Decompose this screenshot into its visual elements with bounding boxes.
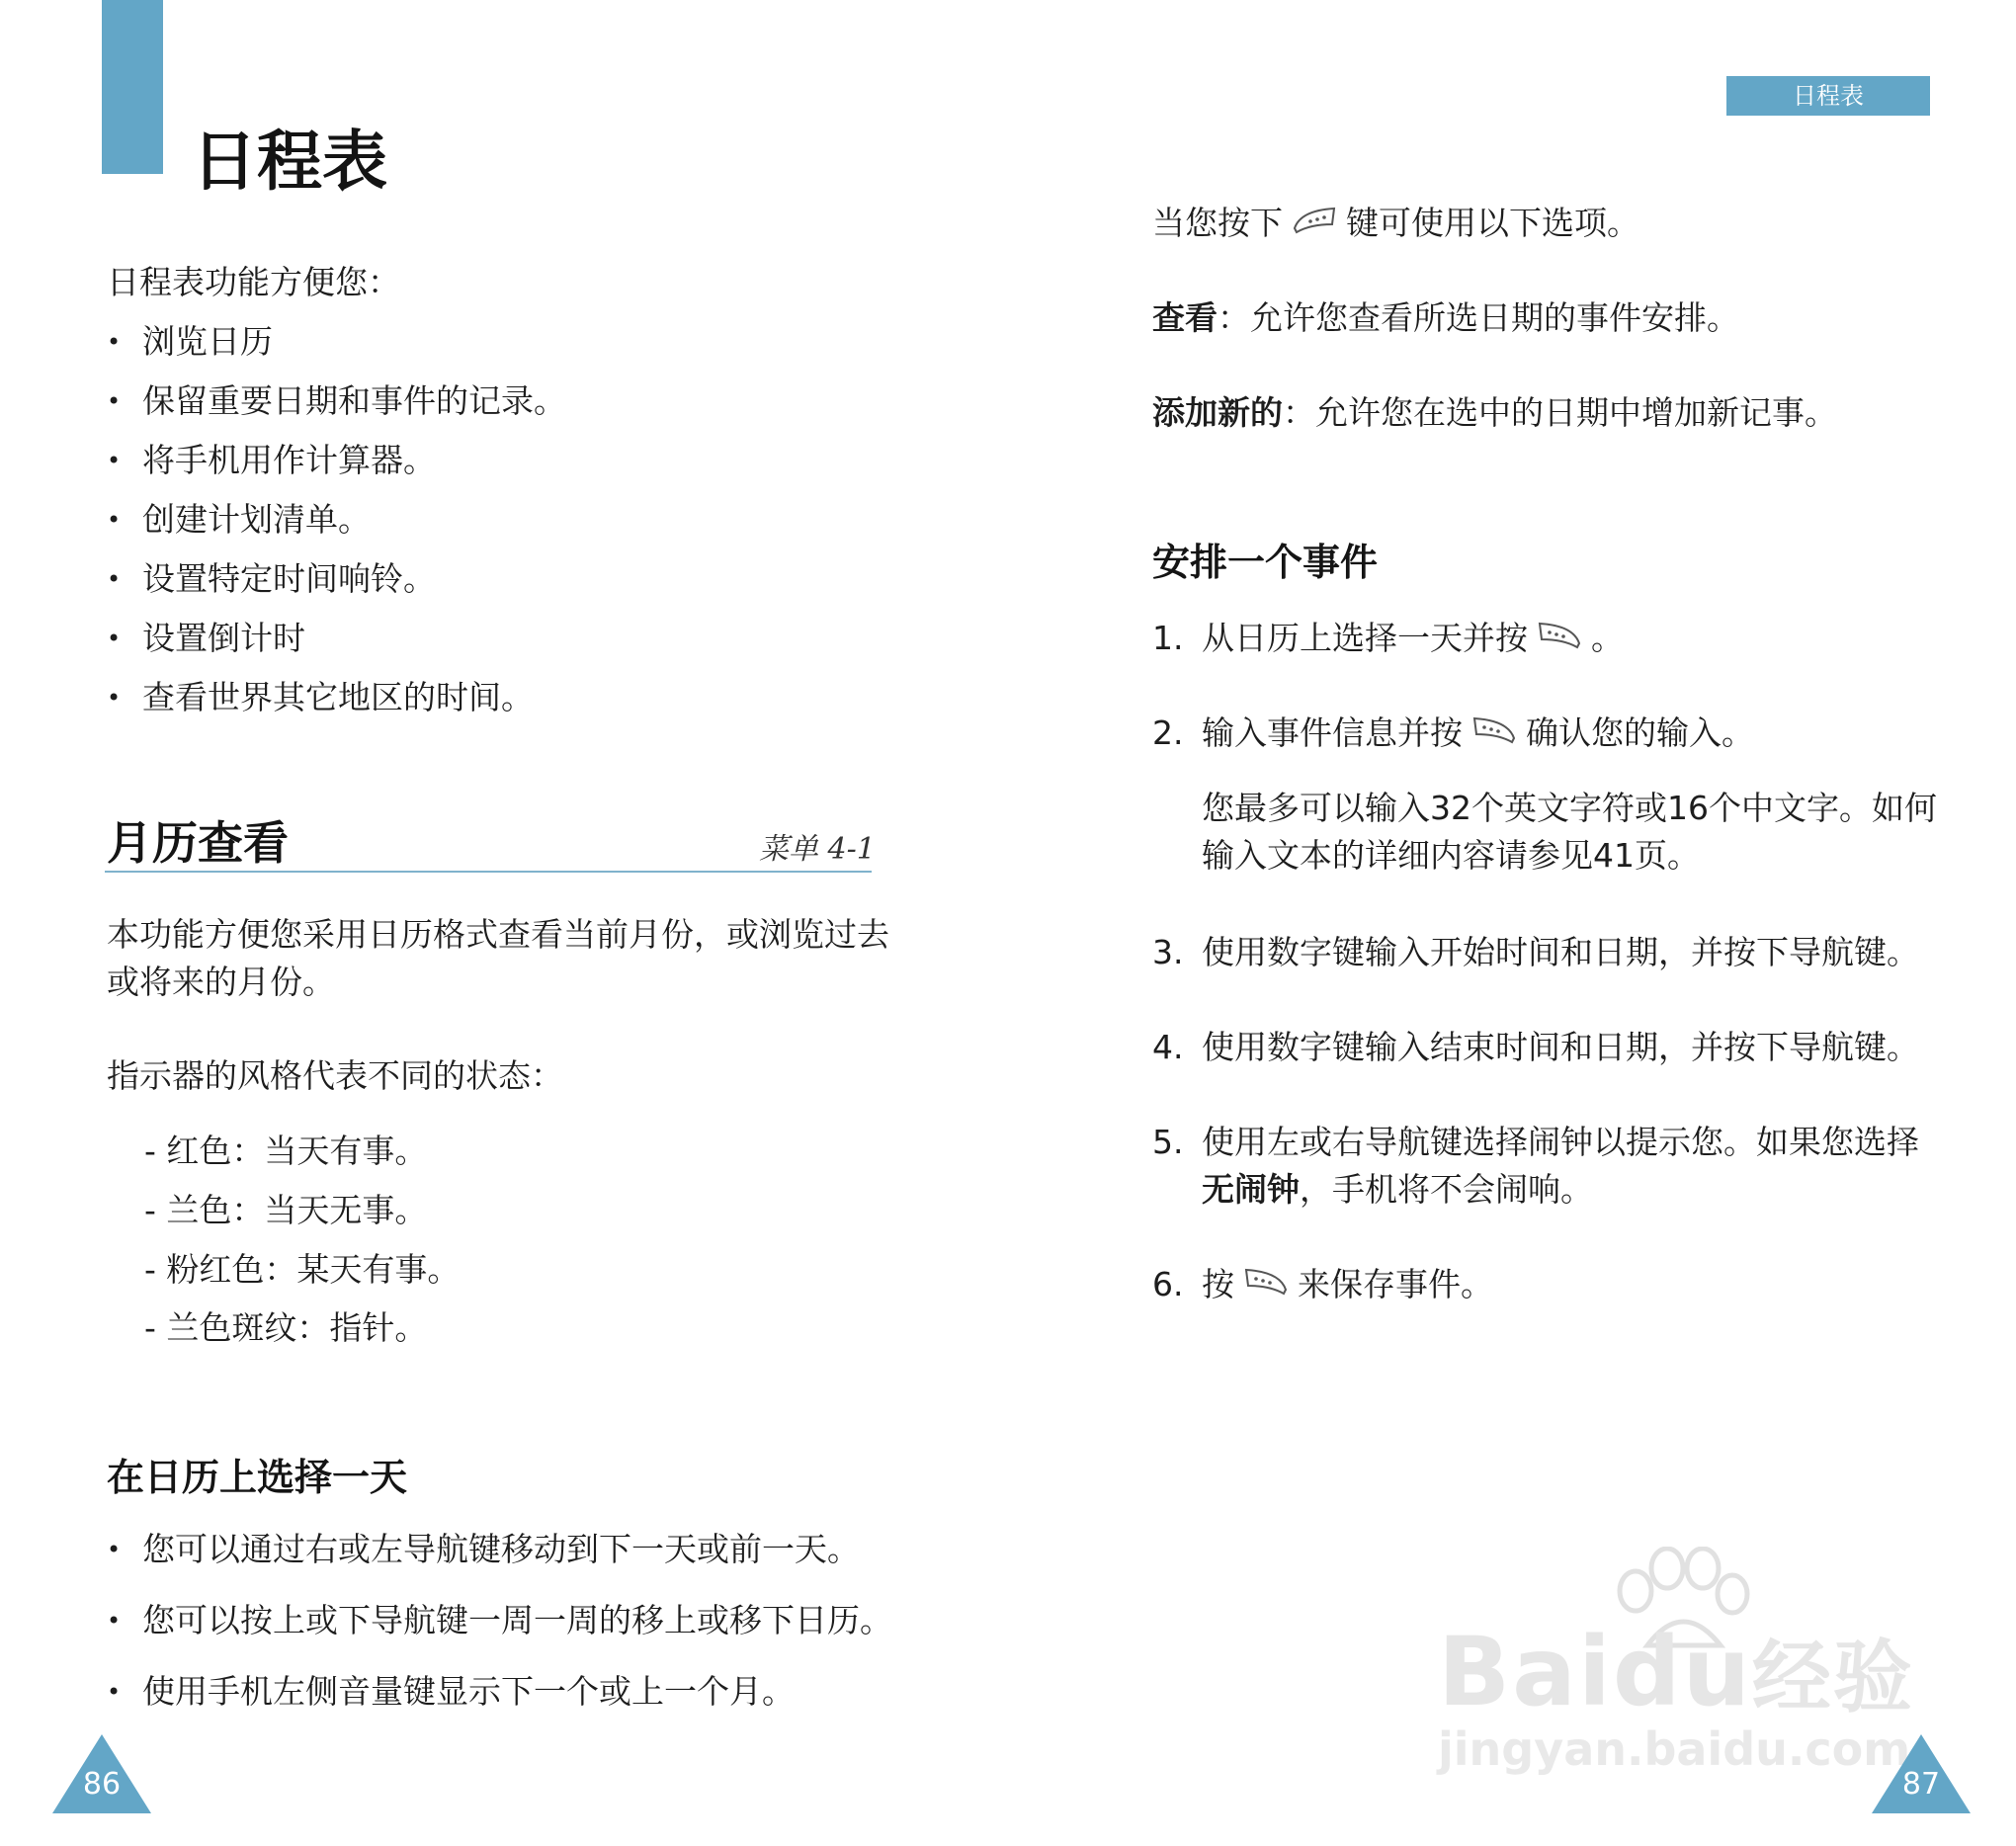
step-2-note-line: 您最多可以输入32个英文字符或16个中文字。如何 <box>1202 789 1937 827</box>
indicator-item: - 粉红色：某天有事。 <box>144 1250 461 1289</box>
page-number-left: 86 <box>82 1767 122 1802</box>
step-4: 4. 使用数字键输入结束时间和日期，并按下导航键。 <box>1152 1028 1919 1066</box>
indicator-item: - 兰色斑纹：指针。 <box>144 1308 428 1347</box>
soft-key-left-icon <box>1291 203 1338 247</box>
step-5: 5. 使用左或右导航键选择闹钟以提示您。如果您选择 <box>1152 1123 1919 1161</box>
list-item: • 设置倒计时 <box>107 619 305 657</box>
list-item: • 使用手机左侧音量键显示下一个或上一个月。 <box>107 1672 795 1711</box>
subsection-heading: 在日历上选择一天 <box>107 1456 408 1499</box>
page-title: 日程表 <box>192 124 387 200</box>
step-3: 3. 使用数字键输入开始时间和日期，并按下导航键。 <box>1152 933 1919 971</box>
step-2: 2. 输入事件信息并按 确认您的输入。 <box>1152 712 1754 757</box>
list-item: • 保留重要日期和事件的记录。 <box>107 381 566 420</box>
list-item: • 将手机用作计算器。 <box>107 441 436 479</box>
intro-text: 日程表功能方便您： <box>107 263 400 301</box>
indicator-item: - 红色：当天有事。 <box>144 1132 428 1170</box>
step-2-note-line: 输入文本的详细内容请参见41页。 <box>1202 836 1700 875</box>
indicator-intro: 指示器的风格代表不同的状态： <box>107 1056 563 1095</box>
section-divider <box>105 871 872 873</box>
watermark-suffix: 经验 <box>1751 1632 1914 1723</box>
list-item: • 设置特定时间响铃。 <box>107 559 436 598</box>
option-view-label: 查看 <box>1152 298 1218 337</box>
watermark-url: jingyan.baidu.com <box>1438 1722 1911 1776</box>
section-heading: 月历查看 <box>107 816 289 870</box>
select-day-list <box>107 1528 892 1741</box>
list-item: • 浏览日历 <box>107 322 273 361</box>
feature-list <box>107 320 566 735</box>
section-paragraph-line: 或将来的月份。 <box>107 963 335 1001</box>
option-add-label: 添加新的 <box>1152 393 1283 432</box>
option-add: 添加新的：允许您在选中的日期中增加新记事。 <box>1152 393 1837 432</box>
list-item: • 创建计划清单。 <box>107 500 371 539</box>
option-view: 查看：允许您查看所选日期的事件安排。 <box>1152 298 1739 337</box>
title-accent-bar <box>102 0 163 174</box>
page-number-right: 87 <box>1901 1767 1941 1802</box>
soft-key-right-icon <box>1536 618 1583 662</box>
list-item: • 您可以按上或下导航键一周一周的移上或移下日历。 <box>107 1601 892 1639</box>
step-5-line-2: 无闹钟，手机将不会闹响。 <box>1202 1170 1593 1209</box>
indicator-item: - 兰色：当天无事。 <box>144 1191 428 1229</box>
list-item: • 您可以通过右或左导航键移动到下一天或前一天。 <box>107 1530 860 1568</box>
options-intro: 当您按下 键可使用以下选项。 <box>1152 202 1639 247</box>
step-1: 1. 从日历上选择一天并按 。 <box>1152 617 1624 662</box>
step-6: 6. 按 来保存事件。 <box>1152 1263 1493 1308</box>
section-paragraph-line: 本功能方便您采用日历格式查看当前月份，或浏览过去 <box>107 915 889 954</box>
schedule-heading: 安排一个事件 <box>1152 541 1379 584</box>
menu-reference: 菜单 4-1 <box>759 832 876 867</box>
soft-key-right-icon <box>1242 1264 1290 1308</box>
watermark-brand: Baidu <box>1438 1617 1752 1727</box>
header-tag: 日程表 <box>1726 76 1930 116</box>
soft-key-right-icon <box>1470 713 1518 757</box>
list-item: • 查看世界其它地区的时间。 <box>107 678 534 716</box>
